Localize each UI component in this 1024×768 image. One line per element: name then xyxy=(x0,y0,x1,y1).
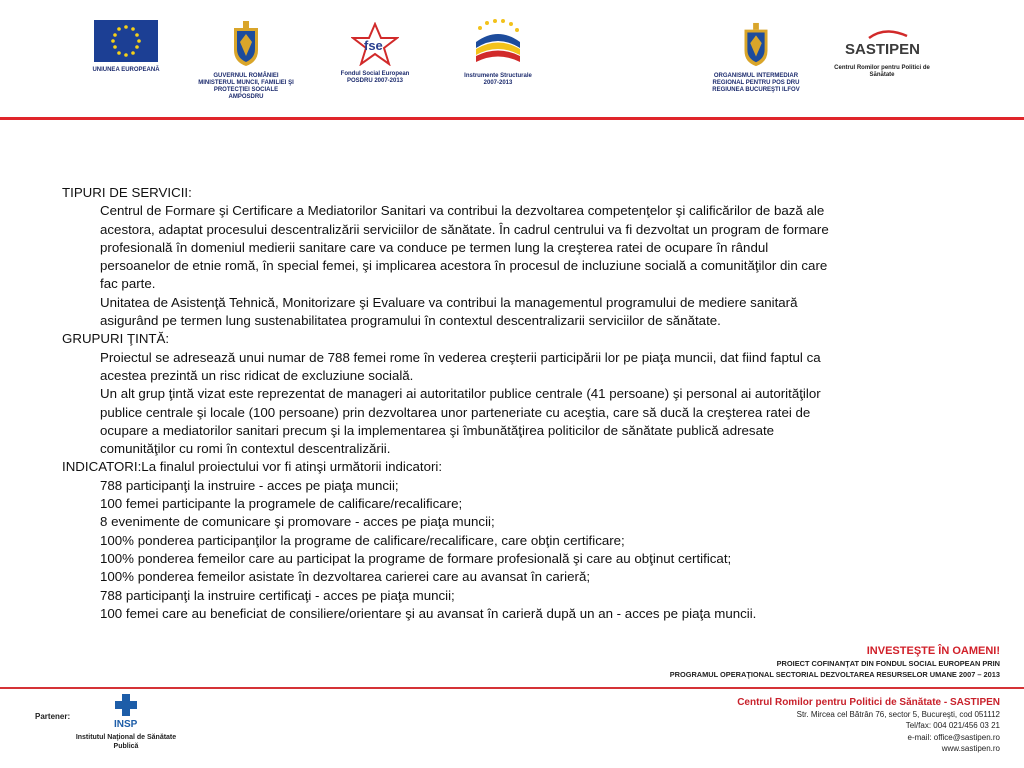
footer-divider xyxy=(0,687,1024,689)
indicator-item: 100% ponderea femeilor care au participat la programe de formare profesională şi care au obţinut certificat; xyxy=(100,550,732,566)
section-heading: TIPURI DE SERVICII: xyxy=(62,185,192,200)
org-name: Centrul Romilor pentru Politici de Sănătate - SASTIPEN xyxy=(737,697,1000,708)
indicator-item: 100 femei participante la programele de calificare/recalificare; xyxy=(100,496,463,512)
logo-instrumente xyxy=(458,18,538,87)
section-grupuri-tinta xyxy=(62,330,962,458)
logo-caption: Instrumente Structurale 2007-2013 xyxy=(464,73,532,86)
text-line: Proiectul se adresează unui numar de 788 femei rome în vederea creşterii participării lor pe piaţa muncii, dat fiind faptul ca xyxy=(100,349,821,365)
romania-coat-of-arms-icon xyxy=(231,20,261,68)
logo-fse xyxy=(330,22,420,85)
text-line: fac parte. xyxy=(100,276,156,292)
logo-guvernul xyxy=(196,20,296,101)
invest-banner xyxy=(670,645,1000,680)
logo-caption: Centrul Romilor pentru Politici de Sănătate xyxy=(834,65,930,78)
org-website[interactable]: www.sastipen.ro xyxy=(941,744,1000,754)
logo-eu xyxy=(86,20,166,74)
section-indicatori xyxy=(62,458,962,623)
logo-caption: Fondul Social European POSDRU 2007-2013 xyxy=(340,71,410,84)
logo-caption: ORGANISMUL INTERMEDIAR REGIONAL PENTRU POS DRU REGIUNEA BUCUREŞTI ILFOV xyxy=(712,73,800,93)
text-line: asigurând pe termen lung sustenabilitatea programului în contextul descentralizarii serviciilor de sănătate. xyxy=(100,313,721,329)
text-line: Unitatea de Asistenţă Tehnică, Monitorizare şi Evaluare va contribui la managementul programului de mediere sanitară xyxy=(100,294,798,310)
logo-caption: GUVERNUL ROMÂNIEI MINISTERUL MUNCII, FAMILIEI ŞI PROTECŢIEI SOCIALE AMPOSDRU xyxy=(198,73,294,100)
header-divider xyxy=(0,117,1024,120)
partner-name: Institutul Naţional de Sănătate Publică xyxy=(75,734,177,750)
text-line: acestora, adaptat procesului descentralizării serviciilor de sănătate. În cadrul centrului va fi dezvoltat un program de formare xyxy=(100,221,829,237)
fse-logo-icon xyxy=(351,22,399,66)
section-heading: INDICATORI:La finalul proiectului vor fi atinşi următorii indicatori: xyxy=(62,459,443,475)
text-line: persoanelor de etnie romă, în special femei, şi implicarea acestora în procesul de incluziune socială a comunităţilor din care xyxy=(100,258,828,274)
section-heading: GRUPURI ŢINTĂ: xyxy=(62,331,170,347)
text-line: ocupare a mediatorilor sanitari precum şi la implementarea şi îmbunătăţirea politicilor de sănătate publică adresate xyxy=(100,422,775,438)
instrumente-structurale-icon xyxy=(470,18,526,68)
org-address: Str. Mircea cel Bătrân 76, sector 5, Bucureşti, cod 051112 xyxy=(796,710,1000,719)
partner-label: Partener: xyxy=(35,712,71,721)
indicator-item: 788 participanţi la instruire certificaţi - acces pe piaţa muncii; xyxy=(100,587,455,603)
svg-text:INSP: INSP xyxy=(114,719,138,730)
text-line: acestea prezintă un risc ridicat de excluziune socială. xyxy=(100,367,414,383)
contact-block xyxy=(737,696,1000,755)
indicator-item: 8 evenimente de comunicare şi promovare - acces pe piaţa muncii; xyxy=(100,514,495,530)
text-line: publice centrale şi locale (100 persoane) prin dezvoltarea unor parteneriate cu aceştia, care să ducă la creşterea ratei de xyxy=(100,404,811,420)
org-email[interactable]: e-mail: office@sastipen.ro xyxy=(907,732,1000,742)
text-line: Centrul de Formare şi Certificare a Mediatorilor Sanitari va contribui la dezvoltarea competenţelor şi calificărilor de bază ale xyxy=(100,203,825,219)
invest-title: INVESTEŞTE ÎN OAMENI! xyxy=(866,645,1000,657)
svg-text:SASTIPEN: SASTIPEN xyxy=(845,41,921,58)
romania-coat-of-arms-icon xyxy=(741,22,771,68)
eu-flag-icon xyxy=(94,20,158,62)
invest-program: PROGRAMUL OPERAŢIONAL SECTORIAL DEZVOLTAREA RESURSELOR UMANE 2007 – 2013 xyxy=(669,670,1000,679)
svg-text:fse: fse xyxy=(364,38,383,53)
text-line: comunităţilor cu romi în contextul descentralizării. xyxy=(100,441,391,457)
indicator-item: 100% ponderea femeilor asistate în dezvoltarea carierei care au avansat în carieră; xyxy=(100,569,591,585)
section-tipuri-servicii xyxy=(62,184,962,330)
logo-caption: UNIUNEA EUROPEANĂ xyxy=(92,67,160,73)
text-line: Un alt grup ţintă vizat este reprezentat de manageri ai autoritatilor publice centrale (41 persoane) şi personal ai autorităţilor xyxy=(100,386,821,402)
logo-sastipen xyxy=(834,28,930,79)
invest-subtitle: PROIECT COFINANŢAT DIN FONDUL SOCIAL EUROPEAN PRIN xyxy=(776,659,1000,668)
insp-logo-icon xyxy=(104,694,148,730)
indicator-item: 788 participanţi la instruire - acces pe piaţa muncii; xyxy=(100,477,399,493)
indicator-item: 100% ponderea participanţilor la programe de calificare/recalificare, care obţin certificare; xyxy=(100,532,625,548)
logo-organism-intermediar xyxy=(708,22,804,94)
org-phone: Tel/fax: 004 021/456 03 21 xyxy=(905,721,1000,731)
main-content xyxy=(62,184,962,623)
indicator-item: 100 femei care au beneficiat de consiliere/orientare şi au avansat în carieră după un an - acces pe piaţa muncii. xyxy=(100,605,757,621)
sastipen-logo-icon xyxy=(839,28,925,60)
text-line: profesională în domeniul medierii sanitare care va conduce pe termen lung la creşterea ratei de ocupare în rândul xyxy=(100,239,769,255)
